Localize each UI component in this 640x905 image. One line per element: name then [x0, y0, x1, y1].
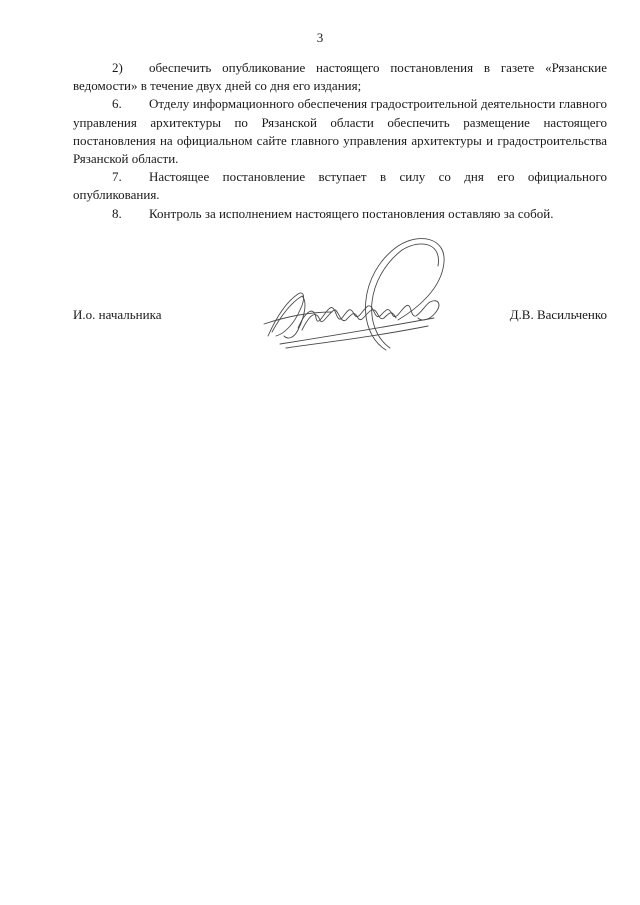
paragraph-item-6	[73, 95, 607, 168]
paragraph-item-7	[73, 168, 607, 204]
handwritten-signature	[258, 232, 458, 360]
paragraph-text: обеспечить опубликование настоящего постановления в газете «Рязанские ведомости» в течение двух дней со дня его издания;	[73, 60, 607, 94]
signatory-position: И.о. начальника	[73, 307, 162, 322]
page-number: 3	[316, 30, 324, 45]
paragraph-item-8	[73, 205, 607, 223]
document-body	[73, 59, 607, 223]
paragraph-text: Настоящее постановление вступает в силу со дня его официального опубликования.	[73, 169, 607, 203]
paragraph-text: Отделу информационного обеспечения градостроительной деятельности главного управления архитектуры по Рязанской области обеспечить размещение настоящего постановления на официальном сайте главного управления архитектуры и градостроительства Рязанской области.	[73, 96, 607, 167]
paragraph-number: 2)	[112, 60, 123, 75]
paragraph-number: 7.	[112, 169, 122, 185]
paragraph-item-2	[73, 59, 607, 95]
signatory-name: Д.В. Васильченко	[509, 307, 607, 322]
paragraph-text: Контроль за исполнением настоящего постановления оставляю за собой.	[149, 205, 554, 221]
paragraph-number: 8.	[112, 205, 122, 221]
paragraph-number: 6.	[112, 96, 122, 112]
